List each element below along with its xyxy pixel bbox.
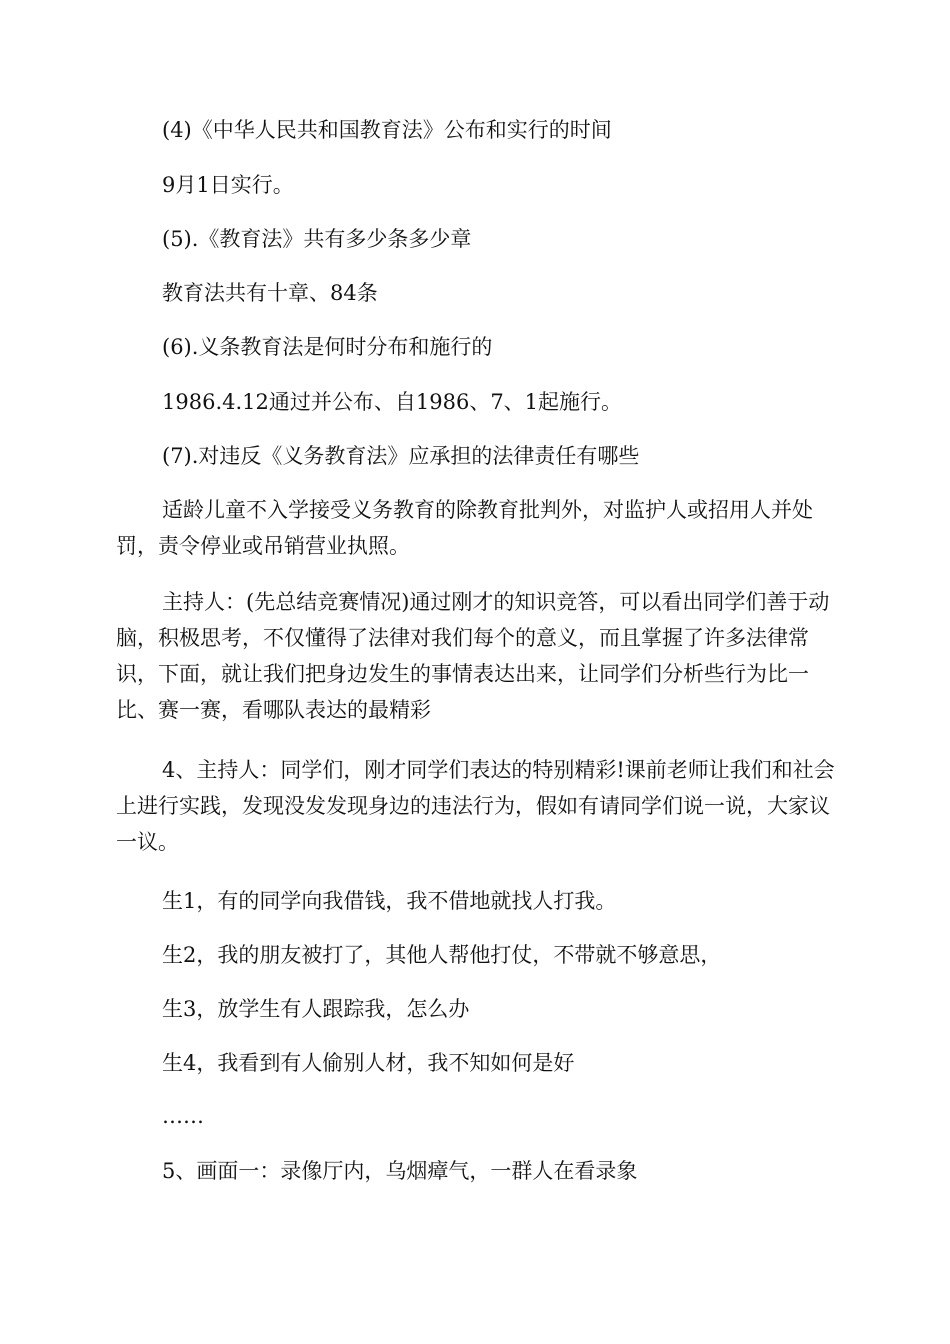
student-2-line: 生2，我的朋友被打了，其他人帮他打仗，不带就不够意思， (162, 943, 722, 967)
answer-5: 教育法共有十章、84条 (162, 281, 378, 305)
student-4-line: 生4，我看到有人偷别人材，我不知如何是好 (162, 1051, 575, 1075)
scene-1-line: 5、画面一：录像厅内，乌烟瘴气，一群人在看录象 (162, 1159, 638, 1183)
host-summary-paragraph: 主持人：(先总结竞赛情况)通过刚才的知识竞答，可以看出同学们善于动脑，积极思考，不仅懂得了法律对我们每个的意义，而且掌握了许多法律常识，下面，就让我们把身边发生的事情表达出来，让同学们分析些行为比一比、赛一赛，看哪队表达的最精彩 (116, 590, 830, 722)
question-5: (5).《教育法》共有多少条多少章 (162, 227, 472, 251)
question-6: (6).义条教育法是何时分布和施行的 (162, 335, 493, 359)
student-3-line: 生3，放学生有人跟踪我，怎么办 (162, 997, 470, 1021)
ellipsis-line: …… (162, 1104, 204, 1128)
answer-6: 1986.4.12通过并公布、自1986、7、1起施行。 (162, 390, 623, 414)
student-1-line: 生1，有的同学向我借钱，我不借地就找人打我。 (162, 889, 617, 913)
answer-4: 9月1日实行。 (162, 173, 294, 197)
host-prompt-paragraph: 4、主持人：同学们，刚才同学们表达的特别精彩!课前老师让我们和社会上进行实践，发现没发发现身边的违法行为，假如有请同学们说一说，大家议一议。 (116, 758, 835, 854)
question-7: (7).对违反《义务教育法》应承担的法律责任有哪些 (162, 444, 640, 468)
question-4: (4)《中华人民共和国教育法》公布和实行的时间 (162, 118, 612, 142)
answer-7: 适龄儿童不入学接受义务教育的除教育批判外，对监护人或招用人并处罚，责令停业或吊销营业执照。 (116, 498, 813, 558)
